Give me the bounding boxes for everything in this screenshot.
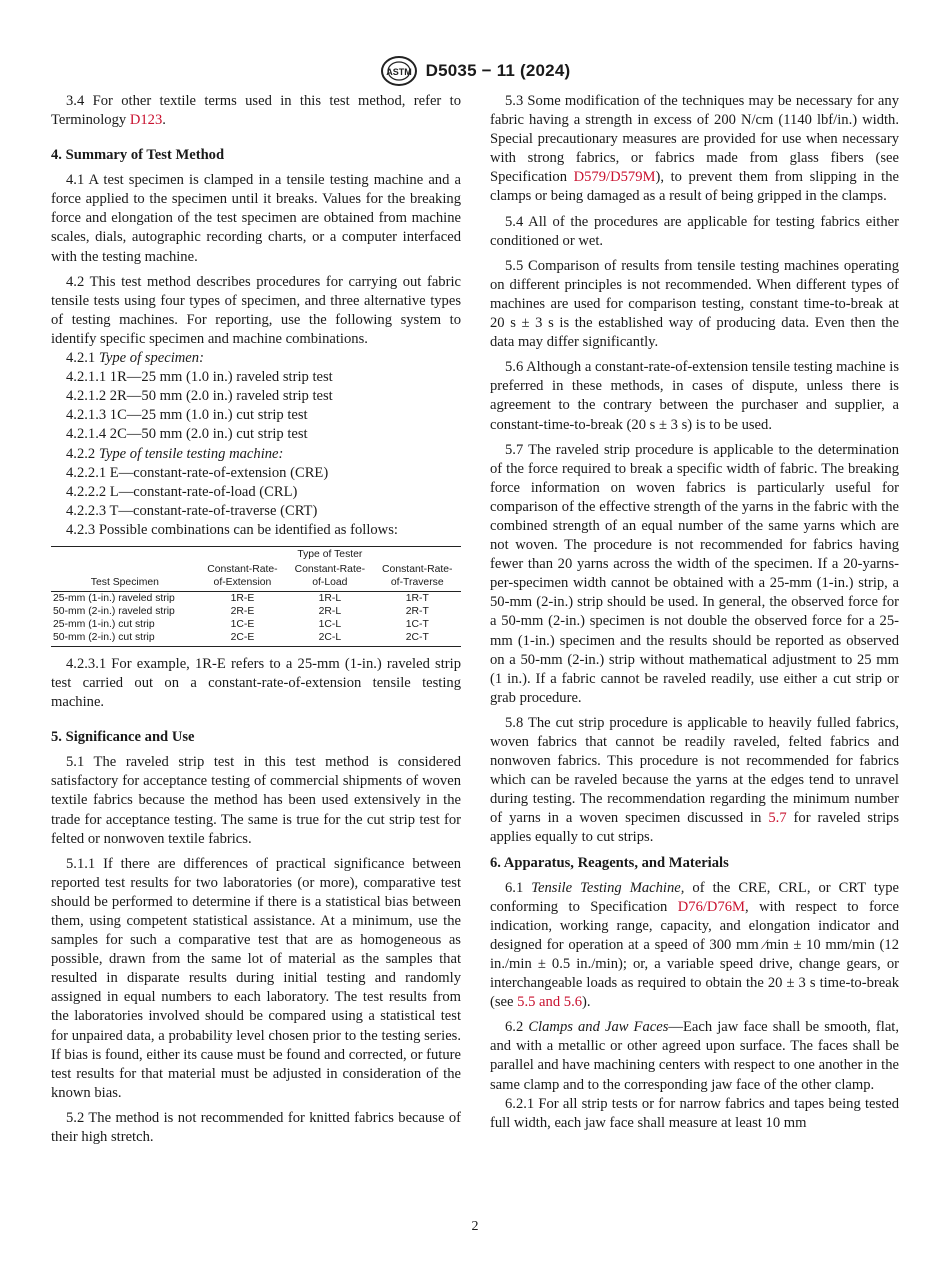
link-d76[interactable]: D76/D76M <box>677 898 746 915</box>
astm-logo-icon <box>380 55 418 87</box>
item-4-2-2: 4.2.2 Type of tensile testing machine: <box>66 445 284 462</box>
item-4-2-1-3: 4.2.1.3 1C—25 mm (1.0 in.) cut strip test <box>66 407 308 424</box>
heading-section-4: 4. Summary of Test Method <box>51 147 225 164</box>
item-4-2-2-3: 4.2.2.3 T—constant-rate-of-traverse (CRT) <box>66 502 318 519</box>
para-5-7: 5.7 The raveled strip procedure is applicable to the determination of the force required to break a specific width of fabric. The breaking force information on woven fabrics is particularly useful for comparison of the effective strength of the yarns in the fabric with the combined strength of an equal number of the same yarns which are not woven. The procedure is not recommended for fabrics having fewer than 20 yarns across the width of the specimen. If a 20-yarns-per-specimen width cannot be obtained with a 25-mm (1-in.) strip, a 50-mm (2-in.) strip should be used. In general, the observed force for a 50-mm (2-in.) specimen is not double the observed force for a 25-mm (1-in.) specimen and the results should be reported as observed on a 50-mm (2-in.) strip without mathematical adjustment to 25 mm (1 in.). If a fabric cannot be raveled readily, use either a cut strip or grab procedure. <box>490 441 899 706</box>
page-number: 2 <box>471 1219 479 1234</box>
item-4-2-1-2: 4.2.1.2 2R—50 mm (2.0 in.) raveled strip test <box>66 388 333 405</box>
combination-table <box>51 546 461 647</box>
heading-section-6: 6. Apparatus, Reagents, and Materials <box>490 854 729 871</box>
table-corner <box>51 546 199 562</box>
para-5-3: 5.3 Some modification of the techniques may be necessary for any fabric having a strength in excess of 200 N/cm (1140 lbf/in.) width. Special precautionary measures are provided for use when necessary with strong fabrics, or fabrics made from glass fibers (see Specification D579/D579M), to prevent them from slipping in the clamps or being damaged as a result of being gripped in the clamps. <box>490 93 899 205</box>
para-4-1: 4.1 A test specimen is clamped in a tensile testing machine and a force applied to the specimen until it breaks. Values for the breaking force and elongation of the test specimen are obtained from machine scales, dials, autographic recording charts, or a computer interfaced with the testing machine. <box>51 172 461 265</box>
link-5-7[interactable]: 5.7 <box>768 810 787 827</box>
para-6-2-1: 6.2.1 For all strip tests or for narrow fabrics and tapes being tested full width, each jaw face shall measure at least 10 mm <box>490 1095 899 1131</box>
para-5-4: 5.4 All of the procedures are applicable for testing fabrics either conditioned or wet. <box>490 213 899 249</box>
para-5-1-1: 5.1.1 If there are differences of practical significance between reported test results for two laboratories (or more), comparative test should be performed to determine if there is a statistical bias between them, using competent statistical assistance. At a minimum, use the samples for such a comparative test that are as homogeneous as possible, drawn from the same lot of material as the samples that resulted in disparate results during initial testing and randomly assigned in equal numbers to each laboratory. The test results from the laboratories involved should be compared using a statistical test for unpaired data, a probability level chosen prior to the testing series. If bias is found, either its cause must be found and corrected, or future test results for that material must be adjusted in consideration of the known bias. <box>51 855 461 1101</box>
right-column <box>490 92 899 1139</box>
item-4-2-1-1: 4.2.1.1 1R—25 mm (1.0 in.) raveled strip test <box>66 369 333 386</box>
para-5-2: 5.2 The method is not recommended for knitted fabrics because of their high stretch. <box>51 1109 461 1146</box>
link-5-5-and-5-6[interactable]: 5.5 and 5.6 <box>517 994 583 1011</box>
para-6-1: 6.1 Tensile Testing Machine, of the CRE, CRL, or CRT type conforming to Specification D76/D76M, with respect to force indication, working range, capacity, and elongation indicator and designed for operation at a speed of 300 mm ⁄min ± 10 mm/min (12 in./min ± 0.5 in./min); or, a variable speed drive, change gears, or interchangeable loads as required to obtain the 20 ± 3 s time-to-break (see 5.5 and 5.6). <box>490 879 899 1011</box>
para-6-2: 6.2 Clamps and Jaw Faces—Each jaw face shall be smooth, flat, and with a metallic or other agreed upon surface. The faces shall be parallel and have machining centers with respect to one another in the same clamp and to the corresponding jaw face of the other clamp. <box>490 1019 900 1093</box>
para-5-8: 5.8 The cut strip procedure is applicable to heavily fulled fabrics, woven fabrics that cannot be readily raveled, felted fabrics and nonwoven fabrics. This procedure is not recommended for fabrics which can be raveled because the yarns at the edges tend to unravel during testing. The recommendation regarding the minimum number of yarns in a woven specimen discussed in 5.7 for raveled strips applies equally to cut strips. <box>490 714 900 846</box>
para-5-5: 5.5 Comparison of results from tensile testing machines operating on different principles is not recommended. When different types of machines are used for comparison testing, constant time-to-break at 20 s ± 3 s is the established way of producing data. Even then the data may differ significantly. <box>490 257 899 351</box>
para-4-2: 4.2 This test method describes procedures for carrying out fabric tensile tests using four types of specimen, and three alternative types of testing machines. For reporting, use the following system to identify specific specimen and machine combinations. <box>51 273 461 347</box>
item-4-2-1-4: 4.2.1.4 2C—50 mm (2.0 in.) cut strip test <box>66 426 308 443</box>
item-4-2-2-1: 4.2.2.1 E—constant-rate-of-extension (CRE) <box>66 464 329 481</box>
table-row: 50-mm (2-in.) cut strip 2C-E 2C-L 2C-T <box>51 631 461 647</box>
table-row: 50-mm (2-in.) raveled strip 2R-E 2R-L 2R-T <box>53 605 429 617</box>
para-3-4: 3.4 For other textile terms used in this test method, refer to Terminology D123. <box>51 93 461 129</box>
item-4-2-2-2: 4.2.2.2 L—constant-rate-of-load (CRL) <box>66 483 298 500</box>
para-5-6: 5.6 Although a constant-rate-of-extension tensile testing machine is preferred in these methods, in cases of dispute, unless there is agreement to the contrary between the purchaser and supplier, a constant-time-to-break (20 s ± 3 s) is to be used. <box>490 359 899 433</box>
col-header-specimen: Test Specimen <box>51 562 199 592</box>
item-4-2-1: 4.2.1 Type of specimen: <box>66 350 204 367</box>
table-group-header: Type of Tester <box>199 546 461 562</box>
page-header <box>0 55 950 92</box>
document-id: D5035 − 11 (2024) <box>425 61 571 80</box>
left-column <box>51 92 461 1153</box>
item-4-2-3: 4.2.3 Possible combinations can be identified as follows: <box>66 521 398 538</box>
link-d123[interactable]: D123 <box>129 112 163 129</box>
link-d579[interactable]: D579/D579M <box>573 169 656 186</box>
para-5-1: 5.1 The raveled strip test in this test method is considered satisfactory for acceptance testing of commercial shipments of woven textile fabrics because the method has been used extensively in the trade for acceptance testing. The same is true for the cut strip test for felted or nonwoven textile fabrics. <box>51 754 461 847</box>
col-header-cre: Constant-Rate- of-Extension <box>199 562 286 592</box>
heading-section-5: 5. Significance and Use <box>51 729 195 746</box>
logo-text: ASTM <box>385 67 412 77</box>
table-row: 25-mm (1-in.) raveled strip 1R-E 1R-L 1R-T <box>53 592 429 604</box>
col-header-crl: Constant-Rate- of-Load <box>286 562 373 592</box>
col-header-crt: Constant-Rate- of-Traverse <box>374 562 461 592</box>
para-4-2-3-1: 4.2.3.1 For example, 1R-E refers to a 25-mm (1-in.) raveled strip test carried out on a constant-rate-of-extension tensile testing machine. <box>51 655 461 711</box>
table-row: 25-mm (1-in.) cut strip 1C-E 1C-L 1C-T <box>53 618 429 630</box>
